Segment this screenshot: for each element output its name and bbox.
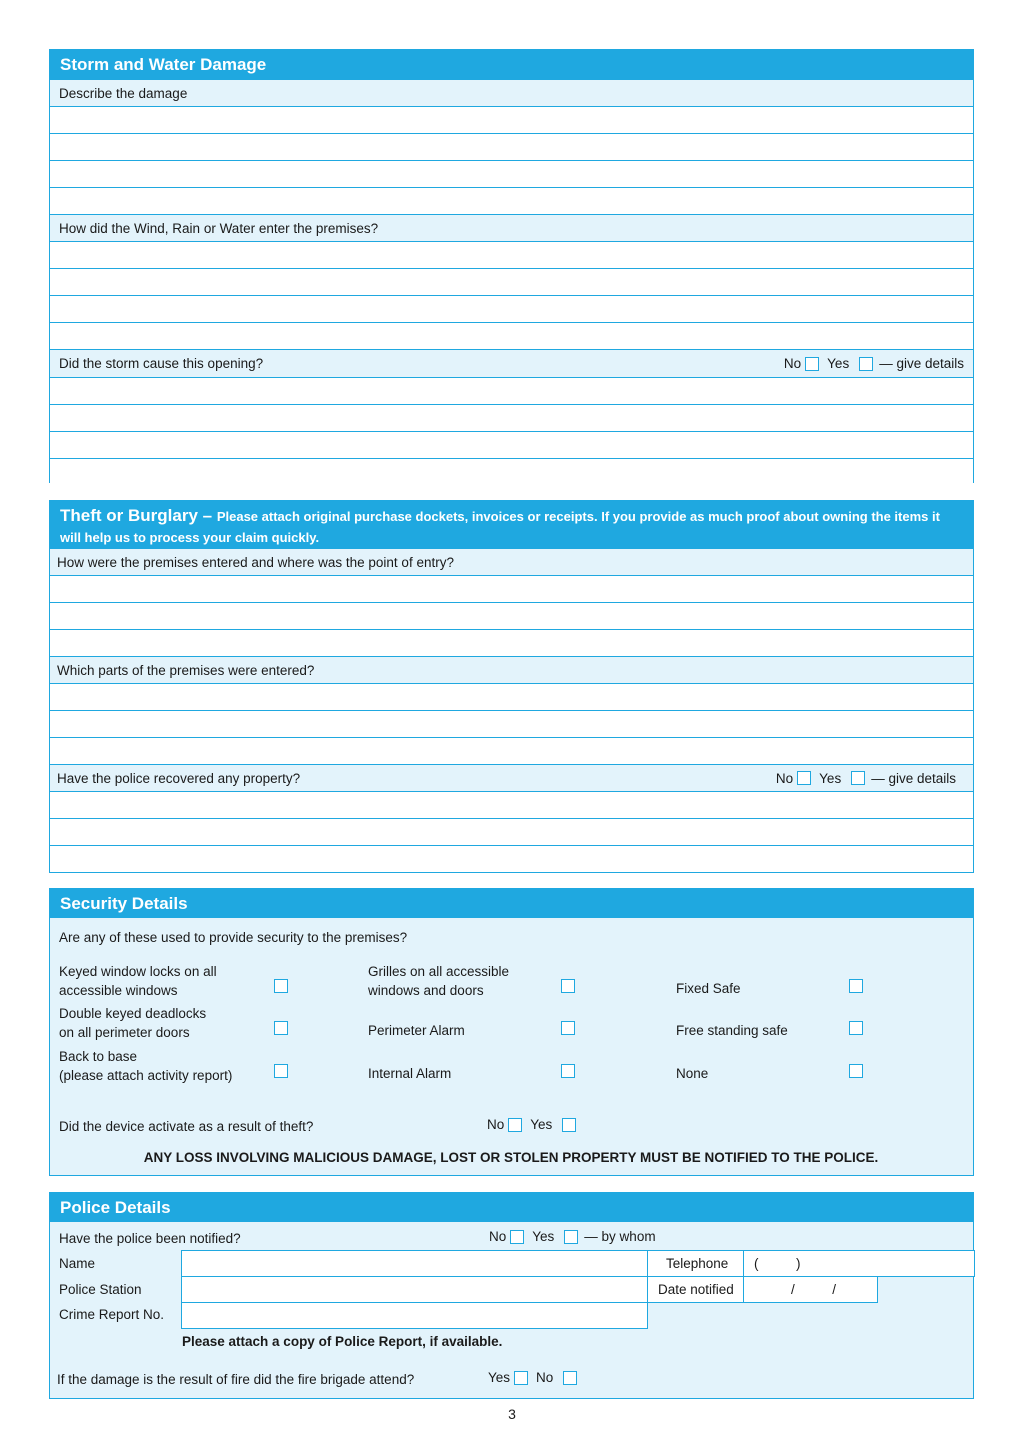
- storm-q1-line[interactable]: [50, 160, 973, 187]
- storm-q1-line[interactable]: [50, 187, 973, 214]
- storm-title: Storm and Water Damage: [60, 54, 267, 74]
- security-section: [49, 888, 974, 1176]
- give-details-label: — give details: [879, 356, 964, 371]
- police-notice: ANY LOSS INVOLVING MALICIOUS DAMAGE, LOST OR STOLEN PROPERTY MUST BE NOTIFIED TO THE POLICE.: [143, 1150, 879, 1165]
- back-to-base-checkbox[interactable]: [274, 1064, 288, 1078]
- option-keyed-window-locks: [59, 962, 217, 1000]
- option-label: Keyed window locks on all: [59, 964, 217, 979]
- theft-q3-line[interactable]: [50, 791, 973, 818]
- storm-header: [50, 50, 973, 79]
- option-internal-alarm: Internal Alarm: [368, 1066, 452, 1081]
- theft-q1-row: [50, 548, 973, 575]
- theft-q2-line[interactable]: [50, 683, 973, 710]
- police-station-field[interactable]: [181, 1276, 648, 1303]
- theft-q3-row: [50, 764, 973, 791]
- storm-q3-line[interactable]: [50, 377, 973, 404]
- no-checkbox[interactable]: [563, 1371, 577, 1385]
- security-question: Are any of these used to provide security to the premises?: [59, 930, 408, 945]
- storm-q3-line[interactable]: [50, 431, 973, 458]
- yes-label: Yes: [819, 770, 842, 786]
- yes-label: Yes: [488, 1370, 511, 1385]
- option-label: Back to base: [59, 1049, 138, 1064]
- option-fixed-safe: Fixed Safe: [676, 981, 741, 996]
- theft-q1-line[interactable]: [50, 575, 973, 602]
- name-label: Name: [59, 1256, 96, 1271]
- fixed-safe-checkbox[interactable]: [849, 979, 863, 993]
- double-keyed-deadlocks-checkbox[interactable]: [274, 1021, 288, 1035]
- device-activate-question: Did the device activate as a result of theft?: [59, 1119, 314, 1134]
- theft-q1-line[interactable]: [50, 629, 973, 656]
- date-notified-label: Date notified: [658, 1282, 734, 1297]
- yes-label: Yes: [530, 1117, 553, 1132]
- page-number: 3: [508, 1406, 516, 1422]
- option-grilles: [368, 962, 509, 1000]
- theft-subtitle: Please attach original purchase dockets, invoices or receipts. If you provide as much proof about owning the items it will help us to process your claim quickly.: [60, 509, 940, 545]
- yes-label: Yes: [827, 356, 850, 371]
- none-checkbox[interactable]: [849, 1064, 863, 1078]
- option-label: windows and doors: [368, 983, 484, 998]
- storm-q2-line[interactable]: [50, 241, 973, 268]
- yes-checkbox[interactable]: [859, 357, 873, 371]
- option-back-to-base: [59, 1047, 232, 1085]
- yes-checkbox[interactable]: [851, 771, 865, 785]
- crime-report-label: Crime Report No.: [59, 1307, 165, 1322]
- yes-checkbox[interactable]: [564, 1230, 578, 1244]
- option-label: accessible windows: [59, 983, 178, 998]
- internal-alarm-checkbox[interactable]: [561, 1064, 575, 1078]
- storm-q2-line[interactable]: [50, 322, 973, 349]
- fire-brigade-answers: [488, 1370, 581, 1385]
- no-label: No: [783, 356, 802, 371]
- storm-q1-line[interactable]: [50, 106, 973, 133]
- police-header: [50, 1193, 973, 1222]
- option-free-standing-safe: Free standing safe: [676, 1023, 788, 1038]
- storm-q2-label: How did the Wind, Rain or Water enter the premises?: [59, 220, 379, 236]
- attach-report-note: Please attach a copy of Police Report, if available.: [182, 1334, 503, 1349]
- police-title: Police Details: [60, 1197, 171, 1217]
- police-notified-answers: [489, 1229, 656, 1244]
- date-notified-label-cell: [647, 1276, 744, 1303]
- yes-label: Yes: [532, 1229, 555, 1244]
- option-label: Grilles on all accessible: [368, 964, 510, 979]
- storm-q3-line[interactable]: [50, 458, 973, 485]
- grilles-checkbox[interactable]: [561, 979, 575, 993]
- yes-checkbox[interactable]: [562, 1118, 576, 1132]
- no-checkbox[interactable]: [510, 1230, 524, 1244]
- storm-section: [49, 49, 974, 483]
- storm-q3-label: Did the storm cause this opening?: [59, 356, 264, 371]
- telephone-value: ( ): [754, 1256, 801, 1271]
- storm-q2-row: [50, 214, 973, 241]
- theft-q1-label: How were the premises entered and where was the point of entry?: [57, 554, 454, 570]
- device-activate-answers: [487, 1117, 580, 1132]
- theft-title: Theft or Burglary –: [60, 506, 213, 525]
- no-checkbox[interactable]: [805, 357, 819, 371]
- keyed-window-locks-checkbox[interactable]: [274, 979, 288, 993]
- theft-q2-line[interactable]: [50, 737, 973, 764]
- date-notified-field[interactable]: [743, 1276, 878, 1303]
- telephone-label-cell: [647, 1250, 744, 1277]
- police-station-label: Police Station: [59, 1282, 142, 1297]
- date-notified-value: / /: [791, 1282, 837, 1297]
- telephone-label: Telephone: [666, 1256, 729, 1271]
- option-none: None: [676, 1066, 709, 1081]
- storm-q3-line[interactable]: [50, 404, 973, 431]
- crime-report-field[interactable]: [181, 1302, 648, 1329]
- storm-q2-line[interactable]: [50, 295, 973, 322]
- storm-q3-row: [50, 349, 973, 377]
- perimeter-alarm-checkbox[interactable]: [561, 1021, 575, 1035]
- yes-checkbox[interactable]: [514, 1371, 528, 1385]
- security-header: [50, 889, 973, 918]
- theft-q3-label: Have the police recovered any property?: [57, 770, 301, 786]
- theft-q2-label: Which parts of the premises were entered?: [57, 662, 315, 678]
- telephone-field[interactable]: [743, 1250, 975, 1277]
- option-perimeter-alarm: Perimeter Alarm: [368, 1023, 465, 1038]
- no-label: No: [489, 1229, 507, 1244]
- storm-q1-row: [50, 79, 973, 106]
- option-double-keyed-deadlocks: [59, 1004, 206, 1042]
- no-checkbox[interactable]: [508, 1118, 522, 1132]
- storm-q3-answers: [784, 356, 964, 371]
- theft-header: [50, 501, 973, 548]
- theft-q2-line[interactable]: [50, 710, 973, 737]
- storm-q1-label: Describe the damage: [59, 85, 188, 101]
- theft-q1-line[interactable]: [50, 602, 973, 629]
- give-details-label: — give details: [871, 770, 956, 786]
- fire-brigade-question: If the damage is the result of fire did the fire brigade attend?: [57, 1372, 415, 1387]
- theft-q3-line[interactable]: [50, 818, 973, 845]
- option-label: Double keyed deadlocks: [59, 1006, 207, 1021]
- option-label: (please attach activity report): [59, 1068, 233, 1083]
- no-label: No: [536, 1370, 554, 1385]
- police-section: [49, 1192, 974, 1399]
- name-field[interactable]: [181, 1250, 648, 1277]
- police-notified-question: Have the police been notified?: [59, 1231, 241, 1246]
- theft-q2-row: [50, 656, 973, 683]
- option-label: on all perimeter doors: [59, 1025, 190, 1040]
- theft-q3-answers: [776, 771, 956, 786]
- no-label: No: [487, 1117, 505, 1132]
- by-whom-label: — by whom: [584, 1229, 656, 1244]
- storm-q1-line[interactable]: [50, 133, 973, 160]
- free-standing-safe-checkbox[interactable]: [849, 1021, 863, 1035]
- no-checkbox[interactable]: [797, 771, 811, 785]
- theft-q3-line[interactable]: [50, 845, 973, 872]
- storm-q2-line[interactable]: [50, 268, 973, 295]
- theft-section: [49, 500, 974, 873]
- security-title: Security Details: [60, 893, 188, 913]
- no-label: No: [775, 770, 794, 786]
